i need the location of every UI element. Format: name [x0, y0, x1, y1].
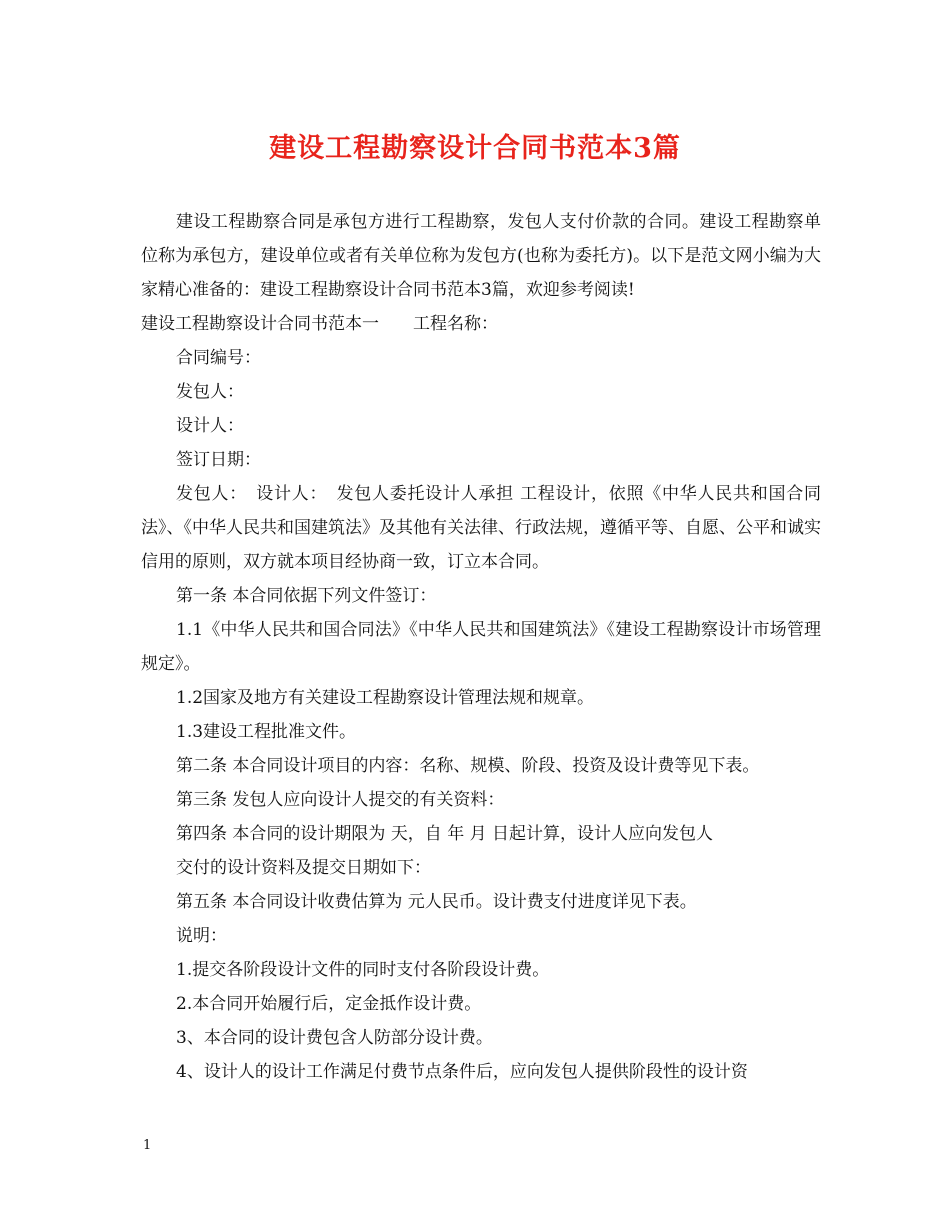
page-number: 1	[143, 1138, 152, 1153]
document-title: 建设工程勘察设计合同书范本3篇	[269, 133, 681, 164]
article-1: 第一条 本合同依据下列文件签订：	[176, 586, 437, 606]
note-3: 3、本合同的设计费包含人防部分设计费。	[176, 1028, 493, 1048]
item-1-1: 1.1《中华人民共和国合同法》《中华人民共和国建筑法》《建设工程勘察设计市场管理规定》。	[141, 620, 821, 674]
section-heading-line: 建设工程勘察设计合同书范本一 工程名称：	[141, 314, 498, 334]
note-4: 4、设计人的设计工作满足付费节点条件后，应向发包人提供阶段性的设计资	[176, 1062, 748, 1082]
contract-number-line: 合同编号：	[176, 348, 261, 368]
designer-line: 设计人：	[176, 416, 244, 436]
note-1: 1.提交各阶段设计文件的同时支付各阶段设计费。	[176, 960, 550, 980]
item-1-2: 1.2国家及地方有关建设工程勘察设计管理法规和规章。	[176, 688, 595, 708]
note-2: 2.本合同开始履行后，定金抵作设计费。	[176, 994, 482, 1014]
article-4-line-2: 交付的设计资料及提交日期如下：	[176, 858, 431, 878]
article-3: 第三条 发包人应向设计人提交的有关资料：	[176, 790, 505, 810]
item-1-3: 1.3建设工程批准文件。	[176, 722, 357, 742]
note-label: 说明：	[176, 926, 227, 946]
employer-line: 发包人：	[176, 382, 244, 402]
article-5: 第五条 本合同设计收费估算为 元人民币。设计费支付进度详见下表。	[176, 892, 697, 912]
sign-date-line: 签订日期：	[176, 450, 261, 470]
document-body	[141, 205, 821, 1089]
article-4-line-1: 第四条 本合同的设计期限为 天，自 年 月 日起计算，设计人应向发包人	[176, 824, 714, 844]
intro-paragraph: 建设工程勘察合同是承包方进行工程勘察，发包人支付价款的合同。建设工程勘察单位称为承包方，建设单位或者有关单位称为发包方(也称为委托方)。以下是范文网小编为大家精心准备的：建设工程勘察设计合同书范本3篇，欢迎参考阅读!	[141, 212, 821, 300]
entrust-paragraph: 发包人： 设计人： 发包人委托设计人承担 工程设计，依照《中华人民共和国合同法》、《中华人民共和国建筑法》及其他有关法律、行政法规，遵循平等、自愿、公平和诚实信用的原则，双方就本项目经协商一致，订立本合同。	[141, 484, 821, 572]
article-2: 第二条 本合同设计项目的内容：名称、规模、阶段、投资及设计费等见下表。	[176, 756, 760, 776]
